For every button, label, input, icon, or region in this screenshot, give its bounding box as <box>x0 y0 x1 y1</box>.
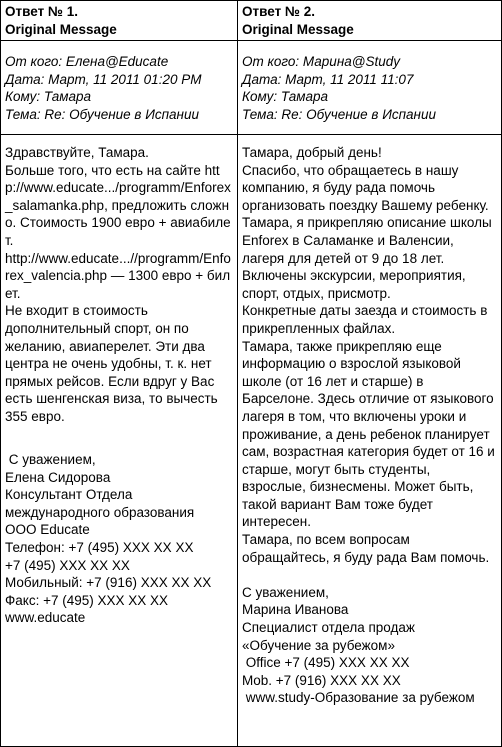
answer-2-title: Ответ № 2. <box>242 4 315 19</box>
answer-2-paragraph: Конкретные даты заезда и стоимость в прикрепленных файлах. <box>242 303 488 336</box>
signature-website: www.educate <box>5 610 86 626</box>
answer-2-subtitle: Original Message <box>242 21 354 37</box>
answer-1-to: Кому: Тамара <box>5 89 92 105</box>
answer-2-signature <box>242 584 497 707</box>
signature-position: Специалист отдела продаж <box>242 620 415 636</box>
signature-fax: Факс: +7 (495) XXX XX XX <box>5 592 169 608</box>
signature-mobile: Mob. +7 (916) XXX XX XX <box>242 672 401 688</box>
signature-company: «Обучение за рубежом» <box>242 637 395 653</box>
answer-2-paragraph: Тамара, также прикрепляю еще информацию о взрослой языковой школе (от 16 лет и старше) в Барселоне. Здесь отличие от языкового лагеря в том, что включены уроки и проживание, а день ребенок планирует сам, возрастная категория будет от 16 и старше, могут быть студенты, взрослые, бизнесмены. Может быть, такой вариант Вам тоже будет интересен. <box>242 338 495 530</box>
answer-2-greeting: Тамара, добрый день! <box>242 145 382 160</box>
answer-1-greeting: Здравствуйте, Тамара. <box>5 145 149 160</box>
signature-name: Елена Сидорова <box>5 469 111 485</box>
answer-2-to: Кому: Тамара <box>242 89 329 105</box>
answer-2-column <box>237 1 501 746</box>
answer-2-header <box>242 3 497 40</box>
signature-line: С уважением, <box>242 584 329 600</box>
signature-name: Марина Иванова <box>242 602 349 618</box>
answer-1-subtitle: Original Message <box>5 21 117 37</box>
signature-website: www.study-Образование за рубежом <box>242 690 475 706</box>
answer-1-column <box>1 1 237 746</box>
signature-office-phone: Office +7 (495) XXX XX XX <box>242 655 410 671</box>
signature-company: ООО Educate <box>5 522 90 538</box>
answer-1-meta <box>5 53 233 134</box>
answer-1-paragraph: Не входит в стоимость дополнительный спорт, он по желанию, авиаперелет. Эти два центра не очень удобны, т. к. нет прямых рейсов. Если вдруг у Вас есть шенгенская виза, то вычесть 355 евро. <box>5 303 218 424</box>
answer-1-title: Ответ № 1. <box>5 4 78 19</box>
signature-phone-2: +7 (495) XXX XX XX <box>5 557 130 573</box>
signature-mobile: Мобильный: +7 (916) XXX XX XX <box>5 575 212 591</box>
answer-2-from: От кого: Марина@Study <box>242 54 400 69</box>
answer-1-body <box>5 144 233 426</box>
answer-2-subject: Тема: Re: Обучение в Испании <box>242 106 437 122</box>
answer-1-from: От кого: Елена@Educate <box>5 54 169 69</box>
answer-2-body <box>242 144 497 566</box>
answer-2-paragraph: Спасибо, что обращаетесь в нашу компанию, я буду рада помочь организовать поездку Вашему ребенку. <box>242 162 489 213</box>
answer-1-signature <box>5 451 233 627</box>
answer-2-paragraph: Включены экскурсии, мероприятия, спорт, отдых, присмотр. <box>242 268 466 301</box>
answer-1-paragraph: http://www.educate...//programm/Enforex_valencia.php — 1300 евро + билет. <box>5 250 231 301</box>
answer-1-header <box>5 3 233 40</box>
answer-1-paragraph: Больше того, что есть на сайте http://www.educate.../programm/Enforex_salamanka.php, предложить сложно. Стоимость 1900 евро + авиабилет. <box>5 162 231 248</box>
answer-2-meta <box>242 53 497 134</box>
signature-phone: Телефон: +7 (495) XXX XX XX <box>5 540 194 556</box>
answer-2-paragraph: Тамара, я прикрепляю описание школы Enforex в Саламанке и Валенсии, лагеря для детей от 9 до 18 лет. <box>242 215 492 266</box>
signature-position: Консультант Отдела международного образования <box>5 487 195 520</box>
answer-1-subject: Тема: Re: Обучение в Испании <box>5 106 200 122</box>
answer-2-date: Дата: Март, 11 2011 11:07 <box>242 71 414 87</box>
answer-2-paragraph: Тамара, по всем вопросам обращайтесь, я буду рада Вам помочь. <box>242 532 490 565</box>
signature-line: С уважением, <box>5 452 96 468</box>
answer-1-date: Дата: Март, 11 2011 01:20 PM <box>5 71 202 87</box>
